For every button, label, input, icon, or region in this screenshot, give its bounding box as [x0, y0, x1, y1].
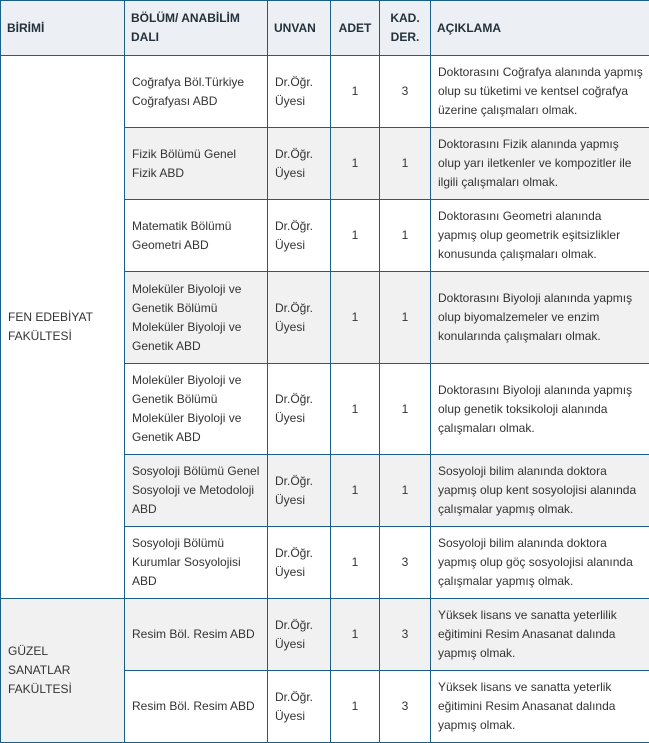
adet-cell: 1: [331, 671, 380, 743]
bolum-cell: Moleküler Biyoloji ve Genetik Bölümü Moleküler Biyoloji ve Genetik ABD: [125, 272, 268, 364]
aciklama-cell: Yüksek lisans ve sanatta yeterlilik eğitimini Resim Anasanat dalında yapmış olmak.: [431, 599, 649, 671]
unit-cell-fen: FEN EDEBİYAT FAKÜLTESİ: [1, 56, 125, 599]
aciklama-cell: Doktorasını Biyoloji alanında yapmış olup biyomalzemeler ve enzim konularında çalışmaları olmak.: [431, 272, 649, 364]
aciklama-cell: Doktorasını Fizik alanında yapmış olup yarı iletkenler ve kompozitler ile ilgili çalışmaları olmak.: [431, 128, 649, 200]
kad-cell: 1: [380, 455, 431, 527]
table-body: [1, 56, 649, 743]
adet-cell: 1: [331, 364, 380, 455]
header-bolum: BÖLÜM/ ANABİLİM DALI: [125, 1, 268, 56]
header-kad-label: KAD. DER.: [388, 9, 422, 47]
kad-cell: 3: [380, 671, 431, 743]
header-birimi: BİRİMİ: [1, 1, 125, 56]
table-row: [1, 56, 649, 128]
aciklama-cell: Yüksek lisans ve sanatta yeterlik eğitimini Resim Anasanat dalında yapmış olmak.: [431, 671, 649, 743]
aciklama-cell: Doktorasını Geometri alanında yapmış olup geometrik eşitsizlikler konusunda çalışmaları olmak.: [431, 200, 649, 272]
unvan-cell: Dr.Öğr. Üyesi: [268, 671, 331, 743]
header-aciklama: AÇIKLAMA: [431, 1, 649, 56]
aciklama-cell: Doktorasını Coğrafya alanında yapmış olup su tüketimi ve kentsel coğrafya üzerine çalışmaları olmak.: [431, 56, 649, 128]
unvan-cell: Dr.Öğr. Üyesi: [268, 527, 331, 599]
unvan-cell: Dr.Öğr. Üyesi: [268, 128, 331, 200]
table-row: [1, 599, 649, 671]
unvan-cell: Dr.Öğr. Üyesi: [268, 455, 331, 527]
adet-cell: 1: [331, 455, 380, 527]
header-row: [1, 1, 649, 56]
adet-cell: 1: [331, 527, 380, 599]
unvan-cell: Dr.Öğr. Üyesi: [268, 364, 331, 455]
adet-cell: 1: [331, 56, 380, 128]
unit-cell-guzel: GÜZEL SANATLAR FAKÜLTESİ: [1, 599, 125, 743]
adet-cell: 1: [331, 272, 380, 364]
aciklama-cell: Sosyoloji bilim alanında doktora yapmış olup kent sosyolojisi alanında çalışmalar yapmış olmak.: [431, 455, 649, 527]
adet-cell: 1: [331, 128, 380, 200]
unvan-cell: Dr.Öğr. Üyesi: [268, 56, 331, 128]
kad-cell: 3: [380, 599, 431, 671]
adet-cell: 1: [331, 200, 380, 272]
unvan-cell: Dr.Öğr. Üyesi: [268, 272, 331, 364]
bolum-cell: Sosyoloji Bölümü Genel Sosyoloji ve Metodoloji ABD: [125, 455, 268, 527]
kad-cell: 1: [380, 200, 431, 272]
bolum-cell: Moleküler Biyoloji ve Genetik Bölümü Moleküler Biyoloji ve Genetik ABD: [125, 364, 268, 455]
kad-cell: 1: [380, 272, 431, 364]
kad-cell: 1: [380, 128, 431, 200]
bolum-cell: Coğrafya Böl.Türkiye Coğrafyası ABD: [125, 56, 268, 128]
bolum-cell: Resim Böl. Resim ABD: [125, 671, 268, 743]
kad-cell: 1: [380, 364, 431, 455]
bolum-cell: Matematik Bölümü Geometri ABD: [125, 200, 268, 272]
table-header: [1, 1, 649, 56]
bolum-cell: Fizik Bölümü Genel Fizik ABD: [125, 128, 268, 200]
header-kad: [380, 1, 431, 56]
bolum-cell: Sosyoloji Bölümü Kurumlar Sosyolojisi ABD: [125, 527, 268, 599]
kad-cell: 3: [380, 56, 431, 128]
aciklama-cell: Sosyoloji bilim alanında doktora yapmış olup göç sosyolojisi alanında çalışmalar yapmış olmak.: [431, 527, 649, 599]
aciklama-cell: Doktorasını Biyoloji alanında yapmış olup genetik toksikoloji alanında çalışmaları olmak.: [431, 364, 649, 455]
adet-cell: 1: [331, 599, 380, 671]
header-adet: ADET: [331, 1, 380, 56]
unvan-cell: Dr.Öğr. Üyesi: [268, 200, 331, 272]
header-unvan: UNVAN: [268, 1, 331, 56]
unvan-cell: Dr.Öğr. Üyesi: [268, 599, 331, 671]
kad-cell: 3: [380, 527, 431, 599]
bolum-cell: Resim Böl. Resim ABD: [125, 599, 268, 671]
